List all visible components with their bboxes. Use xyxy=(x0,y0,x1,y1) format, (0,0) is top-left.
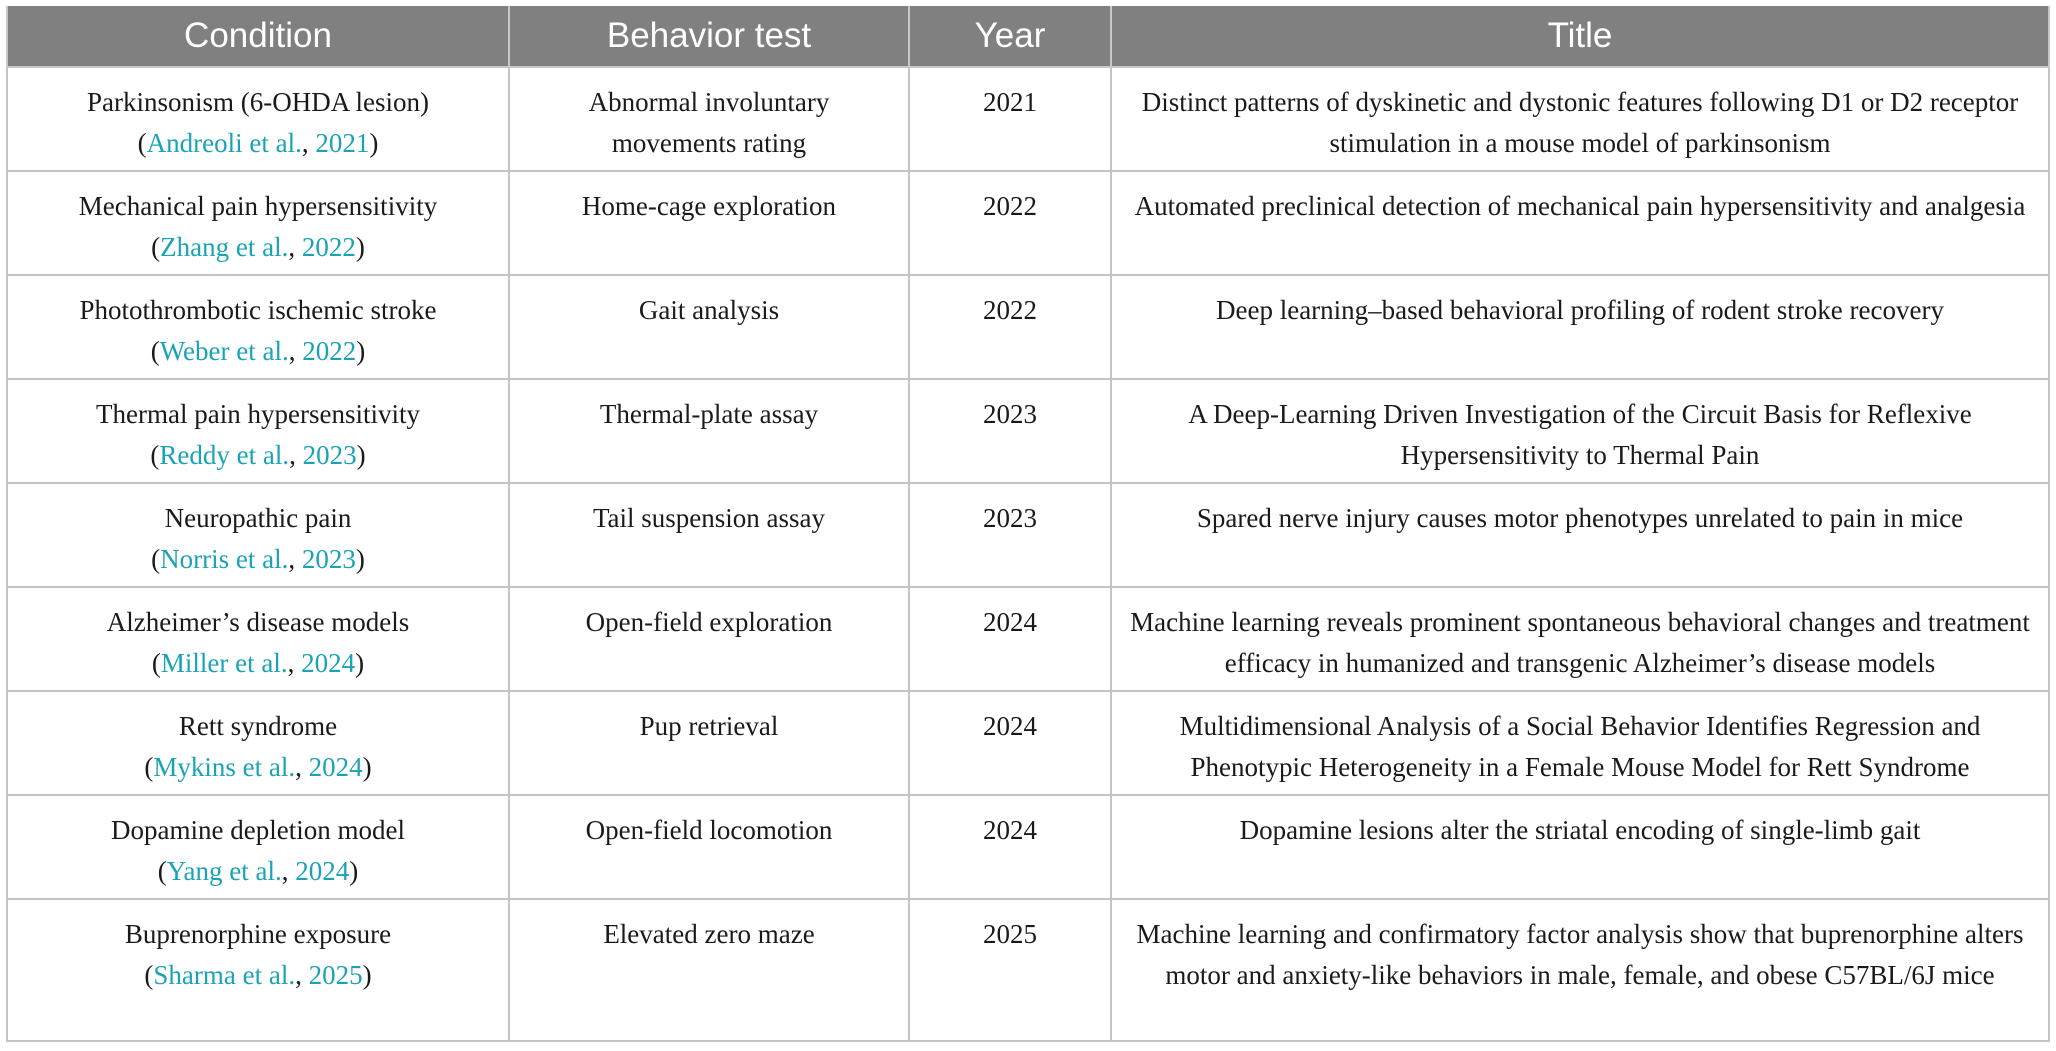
citation-author-link[interactable]: Norris et al. xyxy=(160,544,289,574)
condition-text: Photothrombotic ischemic stroke xyxy=(79,295,437,325)
citation: (Weber et al., 2022) xyxy=(150,336,366,366)
condition-cell xyxy=(7,379,509,483)
condition-text: Mechanical pain hypersensitivity xyxy=(78,191,438,221)
citation-year-link[interactable]: 2021 xyxy=(315,128,370,158)
year-cell: 2024 xyxy=(909,691,1111,795)
citation-author-link[interactable]: Reddy et al. xyxy=(159,440,290,470)
citation: (Mykins et al., 2024) xyxy=(144,752,372,782)
table-row xyxy=(7,899,2049,1041)
citation: (Yang et al., 2024) xyxy=(157,856,359,886)
title-cell: Dopamine lesions alter the striatal encoding of single-limb gait xyxy=(1111,795,2049,899)
condition-text: Alzheimer’s disease models xyxy=(106,607,410,637)
citation: (Miller et al., 2024) xyxy=(151,648,365,678)
condition-text: Rett syndrome xyxy=(178,711,338,741)
citation: (Sharma et al., 2025) xyxy=(144,960,372,990)
behavior-test-cell: Open-field exploration xyxy=(509,587,909,691)
citation-author-link[interactable]: Weber et al. xyxy=(159,336,289,366)
header-behavior-test: Behavior test xyxy=(509,6,909,67)
citation-author-link[interactable]: Miller et al. xyxy=(160,648,288,678)
table-row xyxy=(7,483,2049,587)
condition-cell xyxy=(7,587,509,691)
year-cell: 2024 xyxy=(909,795,1111,899)
citation-author-link[interactable]: Zhang et al. xyxy=(160,232,289,262)
year-cell: 2025 xyxy=(909,899,1111,1041)
title-cell: Automated preclinical detection of mechanical pain hypersensitivity and analgesia xyxy=(1111,171,2049,275)
citation-author-link[interactable]: Mykins et al. xyxy=(153,752,296,782)
behavior-test-cell: Tail suspension assay xyxy=(509,483,909,587)
year-cell: 2022 xyxy=(909,275,1111,379)
behavior-test-cell: Elevated zero maze xyxy=(509,899,909,1041)
year-cell: 2024 xyxy=(909,587,1111,691)
table-row xyxy=(7,67,2049,171)
header-row xyxy=(7,6,2049,67)
behavior-test-cell: Open-field locomotion xyxy=(509,795,909,899)
condition-cell xyxy=(7,67,509,171)
citation-year-link[interactable]: 2024 xyxy=(301,648,356,678)
title-cell: Distinct patterns of dyskinetic and dystonic features following D1 or D2 receptor stimulation in a mouse model of parkinsonism xyxy=(1111,67,2049,171)
table-row xyxy=(7,379,2049,483)
header-condition: Condition xyxy=(7,6,509,67)
condition-text: Buprenorphine exposure xyxy=(124,919,392,949)
year-cell: 2022 xyxy=(909,171,1111,275)
citation-year-link[interactable]: 2025 xyxy=(308,960,363,990)
citation: (Norris et al., 2023) xyxy=(151,544,365,574)
citation-year-link[interactable]: 2024 xyxy=(308,752,363,782)
citation-year-link[interactable]: 2022 xyxy=(301,232,356,262)
citation-author-link[interactable]: Yang et al. xyxy=(166,856,282,886)
citation-year-link[interactable]: 2023 xyxy=(302,440,357,470)
citation: (Reddy et al., 2023) xyxy=(150,440,366,470)
table-row xyxy=(7,275,2049,379)
citation-author-link[interactable]: Andreoli et al. xyxy=(146,128,302,158)
condition-cell xyxy=(7,275,509,379)
table-row xyxy=(7,795,2049,899)
title-cell: A Deep-Learning Driven Investigation of the Circuit Basis for Reflexive Hypersensitivity to Thermal Pain xyxy=(1111,379,2049,483)
header-year: Year xyxy=(909,6,1111,67)
title-cell: Multidimensional Analysis of a Social Behavior Identifies Regression and Phenotypic Heterogeneity in a Female Mouse Model for Rett Syndrome xyxy=(1111,691,2049,795)
year-cell: 2023 xyxy=(909,379,1111,483)
citation-year-link[interactable]: 2022 xyxy=(302,336,357,366)
table-row xyxy=(7,171,2049,275)
table-row xyxy=(7,587,2049,691)
citation-year-link[interactable]: 2023 xyxy=(301,544,356,574)
year-cell: 2023 xyxy=(909,483,1111,587)
title-cell: Machine learning and confirmatory factor analysis show that buprenorphine alters motor and anxiety-like behaviors in male, female, and obese C57BL/6J mice xyxy=(1111,899,2049,1041)
behavior-test-cell: Thermal-plate assay xyxy=(509,379,909,483)
table-container xyxy=(6,6,2048,1042)
condition-cell xyxy=(7,795,509,899)
condition-text: Neuropathic pain xyxy=(164,503,352,533)
condition-cell xyxy=(7,691,509,795)
behavior-test-cell: Pup retrieval xyxy=(509,691,909,795)
behavior-test-cell: Abnormal involuntary movements rating xyxy=(509,67,909,171)
condition-cell xyxy=(7,483,509,587)
citation: (Zhang et al., 2022) xyxy=(151,232,365,262)
table-row xyxy=(7,691,2049,795)
citation-author-link[interactable]: Sharma et al. xyxy=(153,960,296,990)
title-cell: Machine learning reveals prominent spontaneous behavioral changes and treatment efficacy in humanized and transgenic Alzheimer’s disease models xyxy=(1111,587,2049,691)
year-cell: 2021 xyxy=(909,67,1111,171)
condition-cell xyxy=(7,171,509,275)
condition-text: Parkinsonism (6-OHDA lesion) xyxy=(87,87,429,117)
citation: (Andreoli et al., 2021) xyxy=(137,128,379,158)
condition-cell xyxy=(7,899,509,1041)
condition-text: Thermal pain hypersensitivity xyxy=(96,399,420,429)
header-title: Title xyxy=(1111,6,2049,67)
citation-year-link[interactable]: 2024 xyxy=(295,856,350,886)
behavior-test-cell: Gait analysis xyxy=(509,275,909,379)
studies-table xyxy=(6,6,2050,1042)
behavior-test-cell: Home-cage exploration xyxy=(509,171,909,275)
condition-text: Dopamine depletion model xyxy=(111,815,405,845)
title-cell: Spared nerve injury causes motor phenotypes unrelated to pain in mice xyxy=(1111,483,2049,587)
title-cell: Deep learning–based behavioral profiling of rodent stroke recovery xyxy=(1111,275,2049,379)
